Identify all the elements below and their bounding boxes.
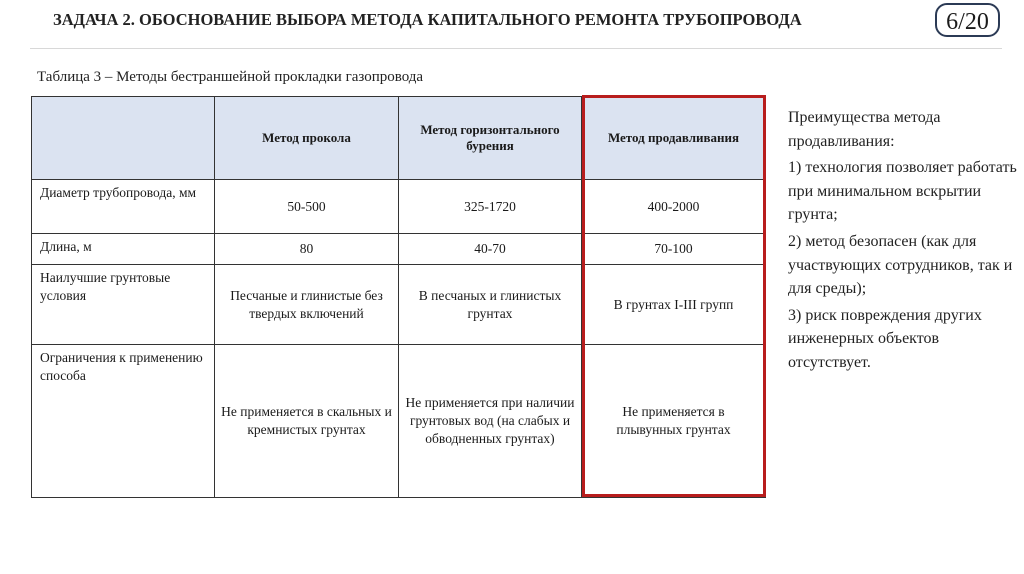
table-row <box>32 345 766 498</box>
row-label: Ограничения к применению способа <box>32 345 215 498</box>
table-cell: 400-2000 <box>582 180 766 234</box>
table-cell: Песчаные и глинистые без твердых включений <box>215 265 399 345</box>
header-cell-empty <box>32 97 215 180</box>
header-cell-drilling: Метод горизонтального бурения <box>399 97 582 180</box>
header-cell-puncture: Метод прокола <box>215 97 399 180</box>
table-cell: 325-1720 <box>399 180 582 234</box>
table-cell: Не применяется в скальных и кремнистых грунтах <box>215 345 399 498</box>
table-cell: 70-100 <box>582 234 766 265</box>
table-cell: 80 <box>215 234 399 265</box>
page-number-badge: 6/20 <box>935 3 1000 37</box>
row-label: Наилучшие грунтовые условия <box>32 265 215 345</box>
table-row <box>32 180 766 234</box>
advantage-item: 3) риск повреждения других инженерных объектов отсутствует. <box>788 306 982 371</box>
table-cell: 50-500 <box>215 180 399 234</box>
advantages-text <box>788 106 1020 378</box>
advantage-item: 1) технология позволяет работать при минимальном вскрытии грунта; <box>788 159 1017 224</box>
table-row <box>32 265 766 345</box>
slide-title: ЗАДАЧА 2. ОБОСНОВАНИЕ ВЫБОРА МЕТОДА КАПИТАЛЬНОГО РЕМОНТА ТРУБОПРОВОДА <box>53 10 802 29</box>
row-label: Диаметр трубопровода, мм <box>32 180 215 234</box>
table-row <box>32 234 766 265</box>
table-cell: Не применяется при наличии грунтовых вод (на слабых и обводненных грунтах) <box>399 345 582 498</box>
advantages-heading: Преимущества метода продавливания: <box>788 109 941 150</box>
header-cell-pushing: Метод продавливания <box>582 97 766 180</box>
table-caption: Таблица 3 – Методы бестраншейной прокладки газопровода <box>37 69 424 85</box>
table-cell: В песчаных и глинистых грунтах <box>399 265 582 345</box>
advantage-item: 2) метод безопасен (как для участвующих сотрудников, так и для среды); <box>788 232 1013 298</box>
table-cell: В грунтах I-III групп <box>582 265 766 345</box>
table-cell: 40-70 <box>399 234 582 265</box>
row-label: Длина, м <box>32 234 215 265</box>
table-header-row <box>32 97 766 180</box>
methods-table <box>31 96 766 498</box>
table-cell: Не применяется в плывунных грунтах <box>582 345 766 498</box>
title-divider <box>30 48 1002 49</box>
